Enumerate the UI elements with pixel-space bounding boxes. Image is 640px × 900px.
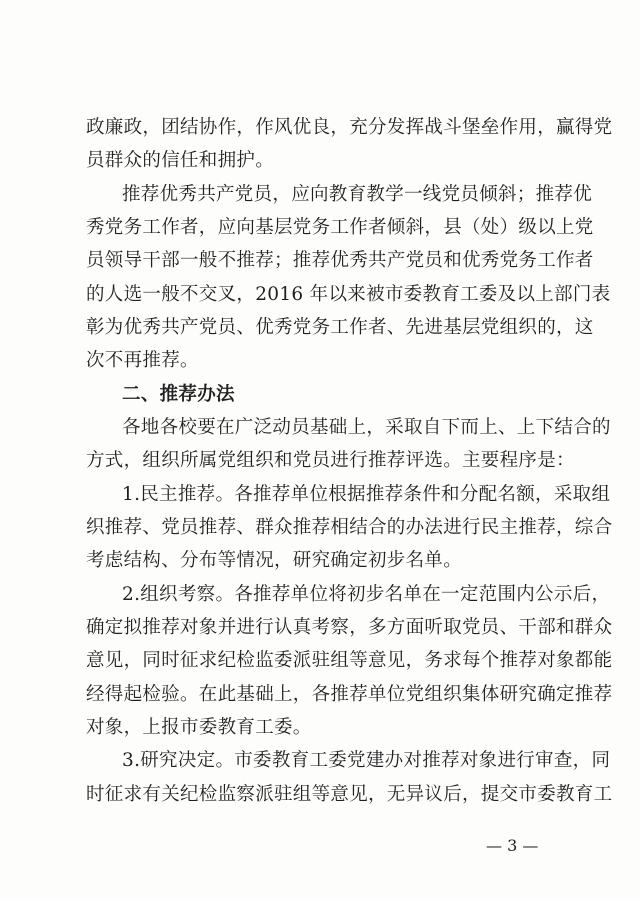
text-line: 政廉政，团结协作，作风优良，充分发挥战斗堡垒作用，赢得党 bbox=[86, 117, 613, 138]
text-line: 对象，上报市委教育工委。 bbox=[86, 717, 312, 738]
text-line: 确定拟推荐对象并进行认真考察，多方面听取党员、干部和群众 bbox=[86, 617, 613, 638]
text-line: 员群众的信任和拥护。 bbox=[86, 150, 275, 171]
paragraph-start-line: 3.研究决定。市委教育工委党建办对推荐对象进行审查，同 bbox=[122, 750, 611, 771]
paragraph-start-line: 各地各校要在广泛动员基础上，采取自下而上、上下结合的 bbox=[122, 417, 611, 438]
paragraph-start-line: 1.民主推荐。各推荐单位根据推荐条件和分配名额，采取组 bbox=[122, 484, 611, 505]
section-heading: 二、推荐办法 bbox=[122, 384, 235, 405]
text-line: 方式，组织所属党组织和党员进行推荐评选。主要程序是： bbox=[86, 450, 575, 471]
text-line: 次不再推荐。 bbox=[86, 350, 199, 371]
text-line: 经得起检验。在此基础上，各推荐单位党组织集体研究确定推荐 bbox=[86, 684, 613, 705]
text-line: 秀党务工作者，应向基层党务工作者倾斜，县（处）级以上党 bbox=[86, 217, 594, 238]
text-line: 员领导干部一般不推荐；推荐优秀共产党员和优秀党务工作者 bbox=[86, 250, 594, 271]
paragraph-start-line: 推荐优秀共产党员，应向教育教学一线党员倾斜；推荐优 bbox=[122, 184, 593, 205]
paragraph-start-line: 2.组织考察。各推荐单位将初步名单在一定范围内公示后， bbox=[122, 584, 611, 605]
text-line: 织推荐、党员推荐、群众推荐相结合的办法进行民主推荐，综合 bbox=[86, 517, 613, 538]
text-line: 考虑结构、分布等情况，研究确定初步名单。 bbox=[86, 550, 463, 571]
text-line: 的人选一般不交叉，2016 年以来被市委教育工委及以上部门表 bbox=[86, 284, 611, 305]
text-line: 彰为优秀共产党员、优秀党务工作者、先进基层党组织的，这 bbox=[86, 317, 594, 338]
page-number: — 3 — bbox=[486, 836, 539, 855]
text-line: 时征求有关纪检监察派驻组等意见，无异议后，提交市委教育工 bbox=[86, 784, 613, 805]
text-line: 意见，同时征求纪检监委派驻组等意见，务求每个推荐对象都能 bbox=[86, 650, 613, 671]
